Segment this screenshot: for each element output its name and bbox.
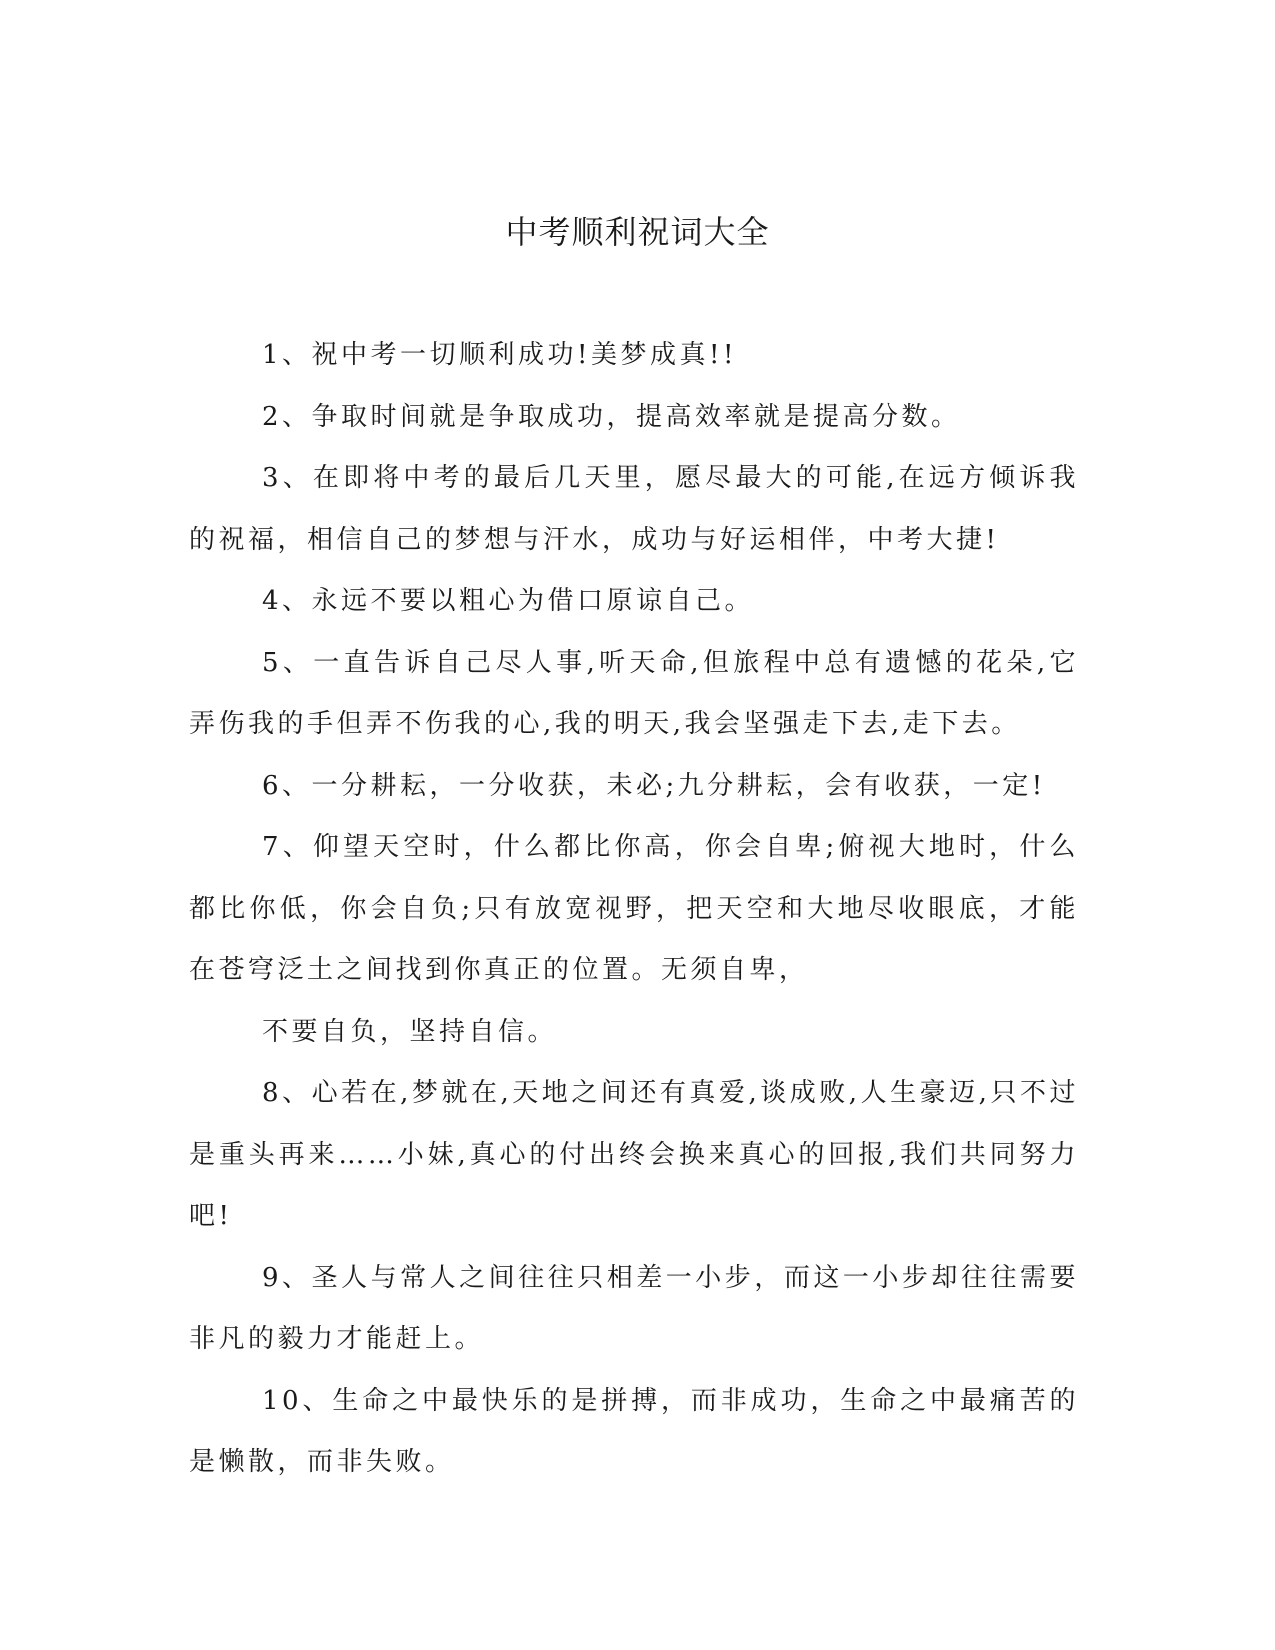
- paragraph-4: 4、永远不要以粗心为借口原谅自己。: [262, 586, 755, 616]
- paragraph-7-continued: 不要自负，坚持自信。: [262, 1016, 558, 1047]
- paragraph-2: 2、争取时间就是争取成功，提高效率就是提高分数。: [262, 401, 961, 432]
- paragraph-7: 7、仰望天空时，什么都比你高，你会自卑;俯视大地时，什么都比你低，你会自负;只有放宽视野，把天空和大地尽收眼底，才能在苍穹泛土之间找到你真正的位置。无须自卑，: [189, 832, 1079, 985]
- paragraph-5: 5、一直告诉自己尽人事,听天命,但旅程中总有遗憾的花朵,它弄伤我的手但弄不伤我的心,我的明天,我会坚强走下去,走下去。: [189, 647, 1079, 739]
- paragraph-1: 1、祝中考一切顺利成功!美梦成真!!: [262, 340, 737, 370]
- document-title: 中考顺利祝词大全: [505, 213, 770, 251]
- document-body: [189, 325, 1079, 1494]
- paragraph-9: 9、圣人与常人之间往往只相差一小步，而这一小步却往往需要非凡的毅力才能赶上。: [189, 1262, 1079, 1354]
- paragraph-3: 3、在即将中考的最后几天里，愿尽最大的可能,在远方倾诉我的祝福，相信自己的梦想与汗水，成功与好运相伴，中考大捷!: [189, 463, 1079, 555]
- paragraph-8: 8、心若在,梦就在,天地之间还有真爱,谈成败,人生豪迈,只不过是重头再来……小妹,真心的付出终会换来真心的回报,我们共同努力吧!: [189, 1078, 1079, 1231]
- paragraph-10: 10、生命之中最快乐的是拼搏，而非成功，生命之中最痛苦的是懒散，而非失败。: [189, 1385, 1079, 1477]
- paragraph-6: 6、一分耕耘，一分收获，未必;九分耕耘，会有收获，一定!: [262, 770, 1046, 801]
